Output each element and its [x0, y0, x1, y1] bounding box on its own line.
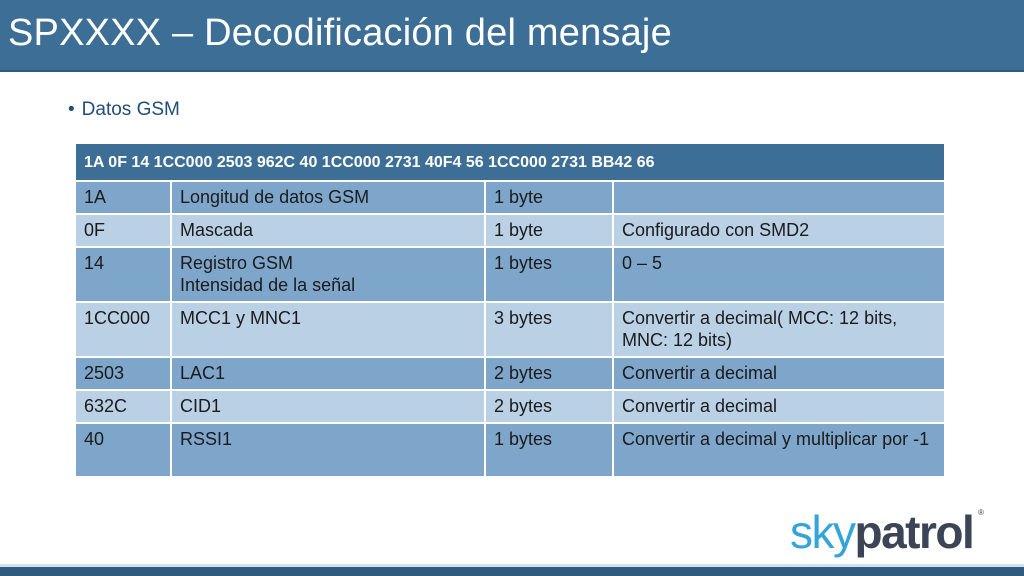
cell-size: 1 byte: [485, 181, 613, 214]
cell-size: 1 bytes: [485, 247, 613, 302]
table-row: [75, 390, 945, 423]
table-header-message: 1A 0F 14 1CC000 2503 962C 40 1CC000 2731 40F4 56 1CC000 2731 BB42 66: [75, 143, 945, 181]
cell-description: CID1: [171, 390, 485, 423]
cell-description: RSSI1: [171, 423, 485, 477]
table-row: [75, 181, 945, 214]
table-row: [75, 214, 945, 247]
table-header-row: [75, 143, 945, 181]
cell-description: LAC1: [171, 357, 485, 390]
footer-band: [0, 567, 1024, 576]
cell-description: Registro GSM Intensidad de la señal: [171, 247, 485, 302]
cell-code: 1A: [75, 181, 171, 214]
cell-note: Convertir a decimal: [613, 390, 945, 423]
skypatrol-logo: [790, 506, 973, 558]
logo-text-sky: sky: [790, 506, 855, 558]
cell-size: 1 byte: [485, 214, 613, 247]
registered-mark: ®: [978, 508, 984, 517]
cell-note: 0 – 5: [613, 247, 945, 302]
cell-size: 3 bytes: [485, 302, 613, 357]
bullet-item: [68, 99, 180, 121]
slide-title: SPXXXX – Decodificación del mensaje: [8, 12, 672, 54]
table-row: [75, 423, 945, 477]
cell-note: Configurado con SMD2: [613, 214, 945, 247]
table-row: [75, 302, 945, 357]
cell-code: 14: [75, 247, 171, 302]
table-row: [75, 357, 945, 390]
gsm-decode-table: [74, 142, 946, 478]
cell-size: 2 bytes: [485, 357, 613, 390]
cell-code: 40: [75, 423, 171, 477]
bullet-marker: •: [68, 99, 75, 120]
cell-code: 1CC000: [75, 302, 171, 357]
bullet-text: Datos GSM: [81, 99, 180, 120]
table-row: [75, 247, 945, 302]
cell-size: 1 bytes: [485, 423, 613, 477]
cell-note: Convertir a decimal y multiplicar por -1: [613, 423, 945, 477]
cell-note: Convertir a decimal( MCC: 12 bits, MNC: 12 bits): [613, 302, 945, 357]
cell-note: [613, 181, 945, 214]
cell-code: 2503: [75, 357, 171, 390]
title-bar: [0, 0, 1024, 72]
logo-text-patrol: patrol: [854, 506, 974, 558]
cell-description: Mascada: [171, 214, 485, 247]
cell-code: 632C: [75, 390, 171, 423]
cell-code: 0F: [75, 214, 171, 247]
cell-note: Convertir a decimal: [613, 357, 945, 390]
cell-size: 2 bytes: [485, 390, 613, 423]
cell-description: MCC1 y MNC1: [171, 302, 485, 357]
cell-description: Longitud de datos GSM: [171, 181, 485, 214]
